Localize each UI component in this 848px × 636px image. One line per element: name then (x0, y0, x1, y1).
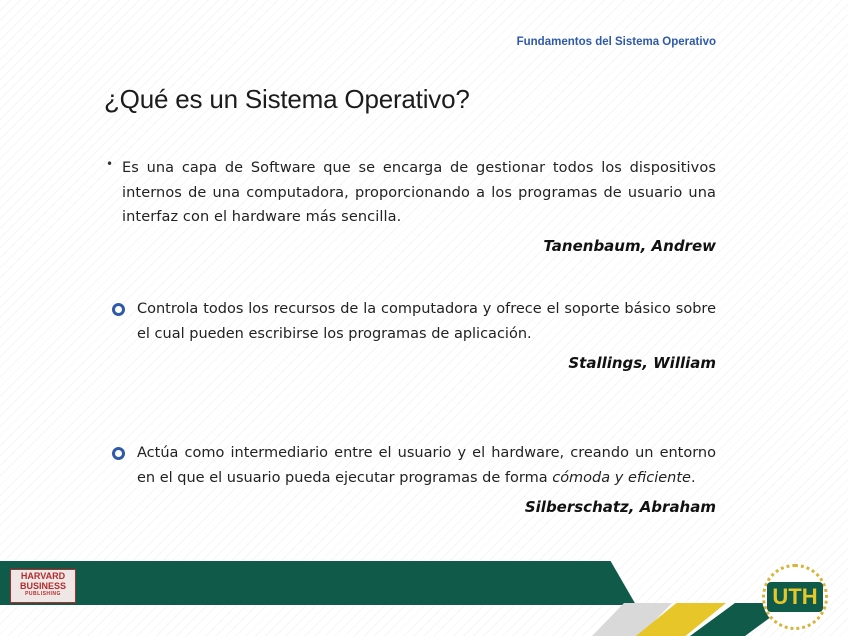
definition-text-part: Actúa como intermediario entre el usuario y el hardware, creando un entorno en el que el usuario pueda ejecutar programas de forma (137, 445, 716, 486)
definition-author: Stallings, William (568, 354, 716, 372)
definition-text: Es una capa de Software que se encarga de gestionar todos los dispositivos internos de una computadora, proporcionando a los programas de usuario una interfaz con el hardware más sencilla. (122, 160, 716, 225)
definition-text (137, 441, 716, 491)
harvard-logo-line3: PUBLISHING (25, 591, 61, 597)
definition-text-emphasis: cómoda y eficiente (552, 470, 691, 486)
bullet-dot-icon: • (106, 157, 114, 171)
slide-title: ¿Qué es un Sistema Operativo? (104, 84, 470, 114)
footer-green-band (0, 561, 636, 605)
definition-text-end: . (690, 470, 696, 486)
ring-bullet-icon (112, 303, 125, 316)
definition-3 (104, 441, 716, 516)
course-title: Fundamentos del Sistema Operativo (516, 36, 716, 48)
harvard-business-logo (10, 569, 76, 603)
uth-logo (750, 560, 840, 636)
definition-1 (104, 156, 716, 255)
uth-logo-text: UTH (767, 582, 823, 612)
ring-bullet-icon (112, 447, 125, 460)
definition-2 (104, 297, 716, 372)
definition-author: Tanenbaum, Andrew (543, 236, 716, 255)
definition-text: Controla todos los recursos de la computadora y ofrece el soporte básico sobre el cual pueden escribirse los programas de aplicación. (137, 301, 716, 342)
harvard-logo-line2: BUSINESS (19, 581, 66, 591)
harvard-logo-line1: HARVARD (20, 571, 66, 581)
definition-author: Silberschatz, Abraham (524, 498, 716, 516)
